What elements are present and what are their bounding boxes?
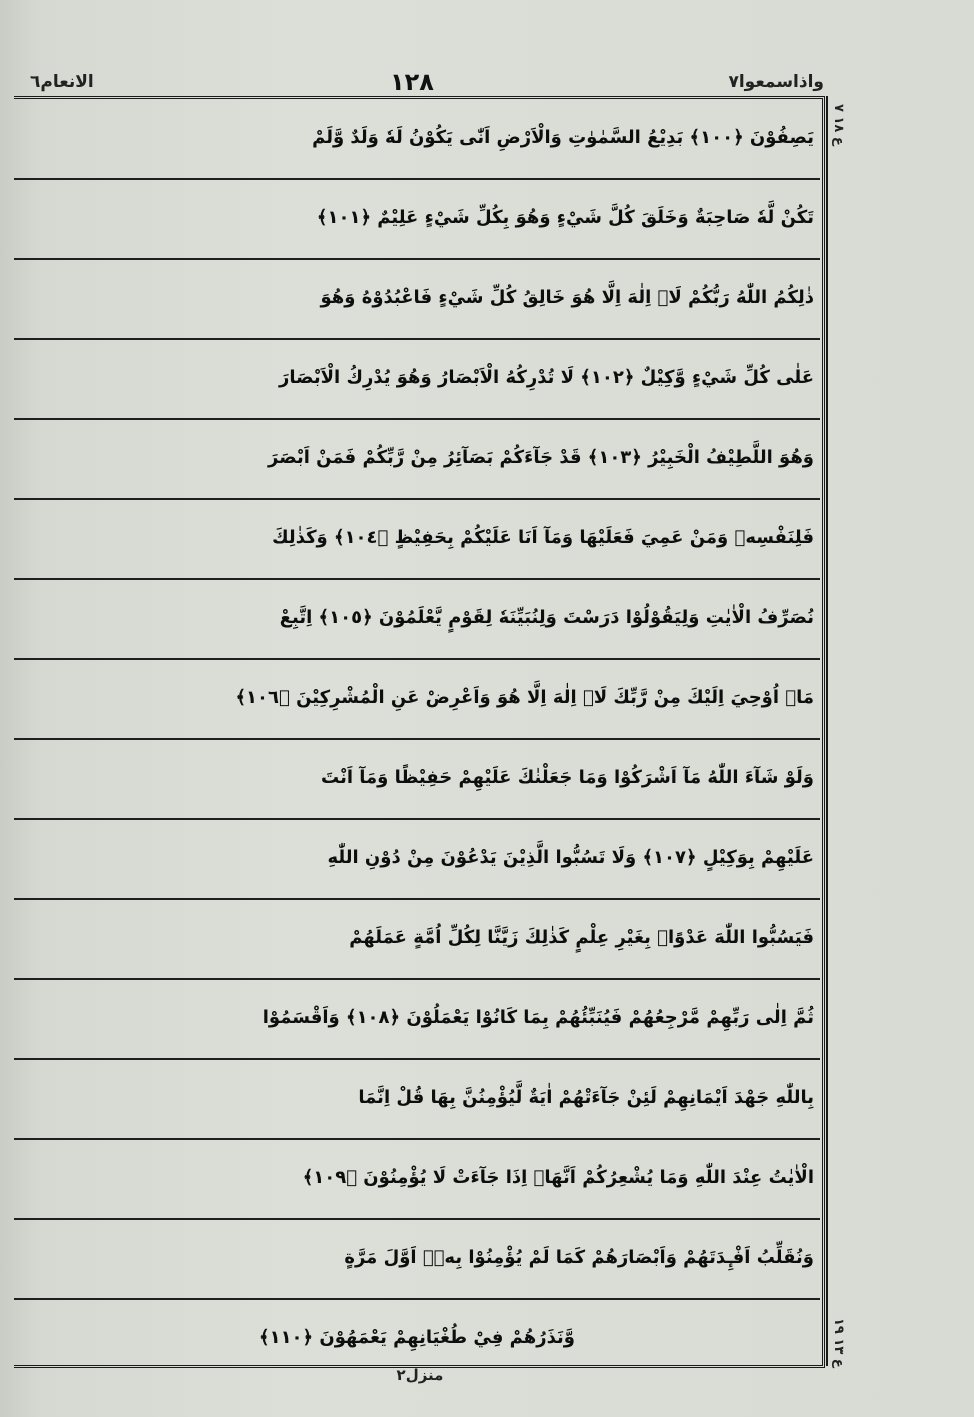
verse-line: فَلِنَفْسِهٖ وَمَنْ عَمِيَ فَعَلَيْهَا وَمَآ اَنَا عَلَيْكُمْ بِحَفِيْظٍ ﴿١٠٤﴾ وَكَذٰلِكَ <box>14 500 820 580</box>
page-number: ١٢٨ <box>390 68 434 96</box>
verse-line: ذٰلِكُمُ اللّٰهُ رَبُّكُمْ لَاۤ اِلٰهَ اِلَّا هُوَ خَالِقُ كُلِّ شَيْءٍ فَاعْبُدُوْهُ وَهُوَ <box>14 260 820 340</box>
verse-line: تَكُنْ لَّهٗ صَاحِبَةٌ وَخَلَقَ كُلَّ شَيْءٍ وَهُوَ بِكُلِّ شَيْءٍ عَلِيْمٌ ﴿١٠١﴾ <box>14 180 820 260</box>
manzil-footer: منزل٢ <box>396 1366 444 1384</box>
ruku-marker-top: ع ١٨ ٧ <box>831 104 846 146</box>
juz-label: واذاسمعوا٧ <box>728 72 824 92</box>
verse-line: عَلَيْهِمْ بِوَكِيْلٍ ﴿١٠٧﴾ وَلَا تَسُبُّوا الَّذِيْنَ يَدْعُوْنَ مِنْ دُوْنِ اللّٰهِ <box>14 820 820 900</box>
verse-line: نُصَرِّفُ الْاٰيٰتِ وَلِيَقُوْلُوْا دَرَسْتَ وَلِنُبَيِّنَهٗ لِقَوْمٍ يَّعْلَمُوْنَ ﴿١٠٥﴾ اِتَّبِعْ <box>14 580 820 660</box>
verse-line: وَهُوَ اللَّطِيْفُ الْخَبِيْرُ ﴿١٠٣﴾ قَدْ جَآءَكُمْ بَصَآئِرُ مِنْ رَّبِّكُمْ فَمَنْ اَبْصَرَ <box>14 420 820 500</box>
side-margin <box>826 96 850 1366</box>
verse-line: فَيَسُبُّوا اللّٰهَ عَدْوًاۢ بِغَيْرِ عِلْمٍ كَذٰلِكَ زَيَّنَّا لِكُلِّ اُمَّةٍ عَمَلَهُمْ <box>14 900 820 980</box>
verse-line: عَلٰى كُلِّ شَيْءٍ وَّكِيْلٌ ﴿١٠٢﴾ لَا تُدْرِكُهُ الْاَبْصَارُ وَهُوَ يُدْرِكُ الْاَبْصَارَ <box>14 340 820 420</box>
surah-label: الانعام٦ <box>30 72 94 92</box>
verse-line: بِاللّٰهِ جَهْدَ اَيْمَانِهِمْ لَئِنْ جَآءَتْهُمْ اٰيَةٌ لَّيُؤْمِنُنَّ بِهَا قُلْ اِنَّمَا <box>14 1060 820 1140</box>
verse-line: وَلَوْ شَآءَ اللّٰهُ مَآ اَشْرَكُوْا وَمَا جَعَلْنٰكَ عَلَيْهِمْ حَفِيْظًا وَمَآ اَنْتَ <box>14 740 820 820</box>
verse-line: الْاٰيٰتُ عِنْدَ اللّٰهِ وَمَا يُشْعِرُكُمْ اَنَّهَاۤ اِذَا جَآءَتْ لَا يُؤْمِنُوْنَ ﴿١٠٩﴾ <box>14 1140 820 1220</box>
verse-lines <box>14 100 820 1362</box>
verse-line: مَاۤ اُوْحِيَ اِلَيْكَ مِنْ رَّبِّكَ لَاۤ اِلٰهَ اِلَّا هُوَ وَاَعْرِضْ عَنِ الْمُشْرِكِيْنَ ﴿١٠٦﴾ <box>14 660 820 740</box>
verse-line: وَنُقَلِّبُ اَفْـِٕدَتَهُمْ وَاَبْصَارَهُمْ كَمَا لَمْ يُؤْمِنُوْا بِهٖۤ اَوَّلَ مَرَّةٍ <box>14 1220 820 1300</box>
verse-line: يَصِفُوْنَ ﴿١٠٠﴾ بَدِيْعُ السَّمٰوٰتِ وَالْاَرْضِ اَنّٰى يَكُوْنُ لَهٗ وَلَدٌ وَّلَمْ <box>14 100 820 180</box>
ruku-marker-bottom: ع ١٣ ١٩ <box>831 1318 846 1368</box>
verse-line-last: وَّنَذَرُهُمْ فِيْ طُغْيَانِهِمْ يَعْمَهُوْنَ ﴿١١٠﴾ <box>259 1327 575 1348</box>
page-header <box>20 70 830 96</box>
verse-line: ثُمَّ اِلٰى رَبِّهِمْ مَّرْجِعُهُمْ فَيُنَبِّئُهُمْ بِمَا كَانُوْا يَعْمَلُوْنَ ﴿١٠٨﴾ وَاَقْسَمُوْا <box>14 980 820 1060</box>
